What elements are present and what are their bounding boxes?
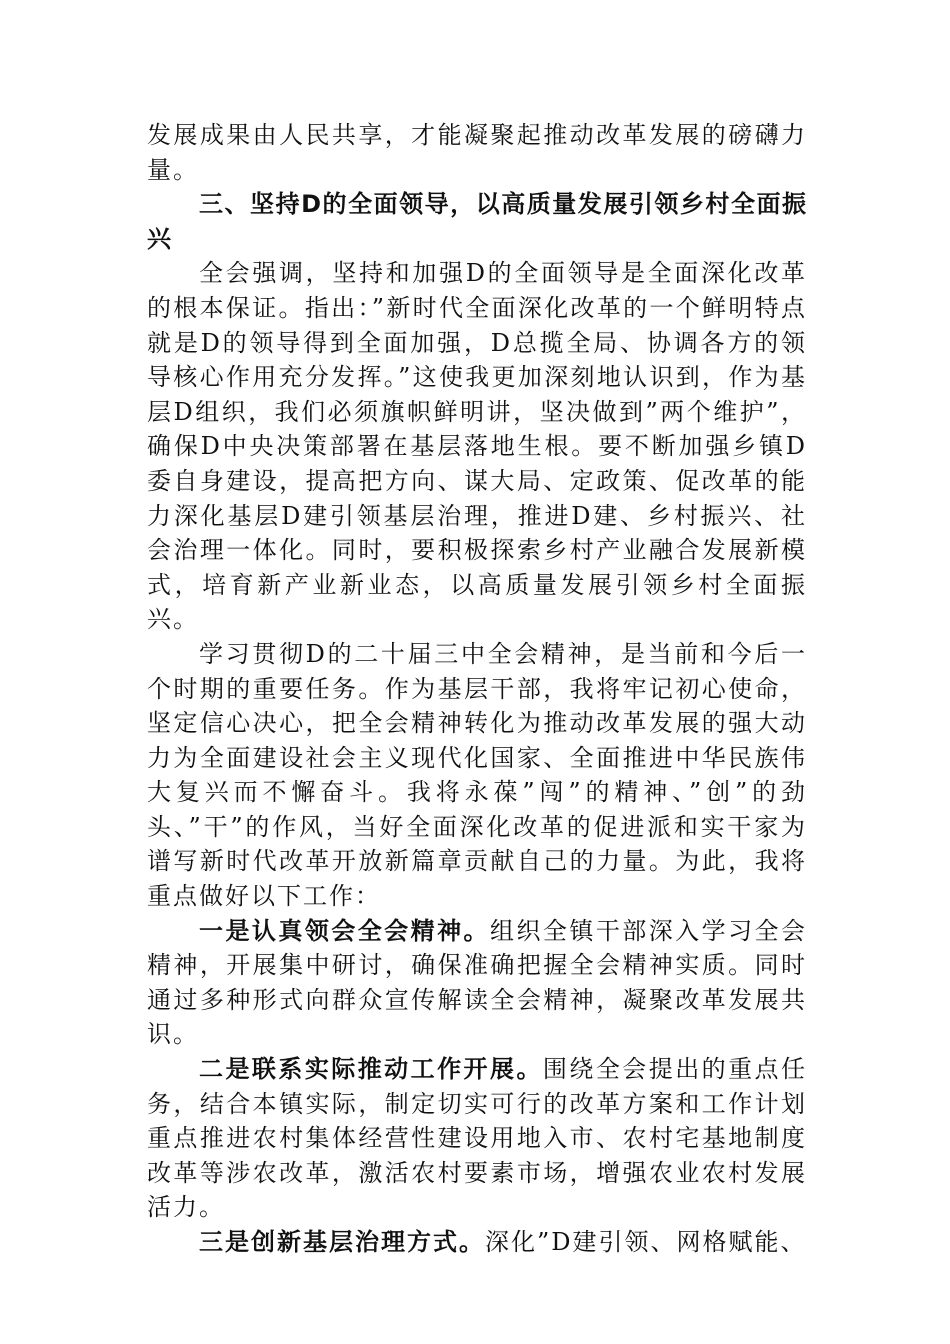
section-heading: 三、坚持D的全面领导，以高质量发展引领乡村全面振兴 bbox=[147, 190, 807, 253]
work-item-1 bbox=[147, 914, 807, 1052]
work-item-2-body: 围绕全会提出的重点任务，结合本镇实际，制定切实可行的改革方案和工作计划重点推进农村集体经营性建设用地入市、农村宅基地制度改革等涉农改革，激活农村要素市场，增强农业农村发展活力。 bbox=[147, 1055, 808, 1222]
paragraph-study-plenum: 学习贯彻D的二十届三中全会精神，是当前和今后一个时期的重要任务。作为基层干部，我将牢记初心使命，坚定信心决心，把全会精神转化为推动改革发展的强大动力为全面建设社会主义现代化国家、全面推进中华民族伟大复兴而不懈奋斗。我将永葆”闯”的精神、”创”的劲头、”干”的作风，当好全面深化改革的促进派和实干家为谱写新时代改革开放新篇章贡献自己的力量。为此，我将重点做好以下工作： bbox=[147, 639, 807, 911]
work-item-2-lead: 二是联系实际推动工作开展。 bbox=[199, 1054, 543, 1084]
document-body bbox=[147, 118, 807, 1260]
work-item-1-lead: 一是认真领会全会精神。 bbox=[199, 915, 490, 945]
carryover-paragraph: 发展成果由人民共享，才能凝聚起推动改革发展的磅礴力量。 bbox=[147, 121, 807, 184]
work-item-3-lead: 三是创新基层治理方式。 bbox=[199, 1227, 485, 1256]
work-item-3 bbox=[147, 1225, 807, 1260]
work-item-1-body: 组织全镇干部深入学习全会精神，开展集中研讨，确保准确把握全会精神实质。同时通过多种形式向群众宣传解读全会精神，凝聚改革发展共识。 bbox=[147, 916, 807, 1049]
work-item-3-body: 深化”D建引领、网格赋能、 bbox=[485, 1228, 807, 1256]
paragraph-leadership: 全会强调，坚持和加强D的全面领导是全面深化改革的根本保证。指出：”新时代全面深化改革的一个鲜明特点就是D的领导得到全面加强，D总揽全局、协调各方的领导核心作用充分发挥。”这使我更加深刻地认识到，作为基层D组织，我们必须旗帜鲜明讲，坚决做到”两个维护”，确保D中央决策部署在基层落地生根。要不断加强乡镇D委自身建设，提高把方向、谋大局、定政策、促改革的能力深化基层D建引领基层治理，推进D建、乡村振兴、社会治理一体化。同时，要积极探索乡村产业融合发展新模式，培育新产业新业态，以高质量发展引领乡村全面振兴。 bbox=[147, 259, 807, 634]
work-item-2 bbox=[147, 1052, 807, 1225]
